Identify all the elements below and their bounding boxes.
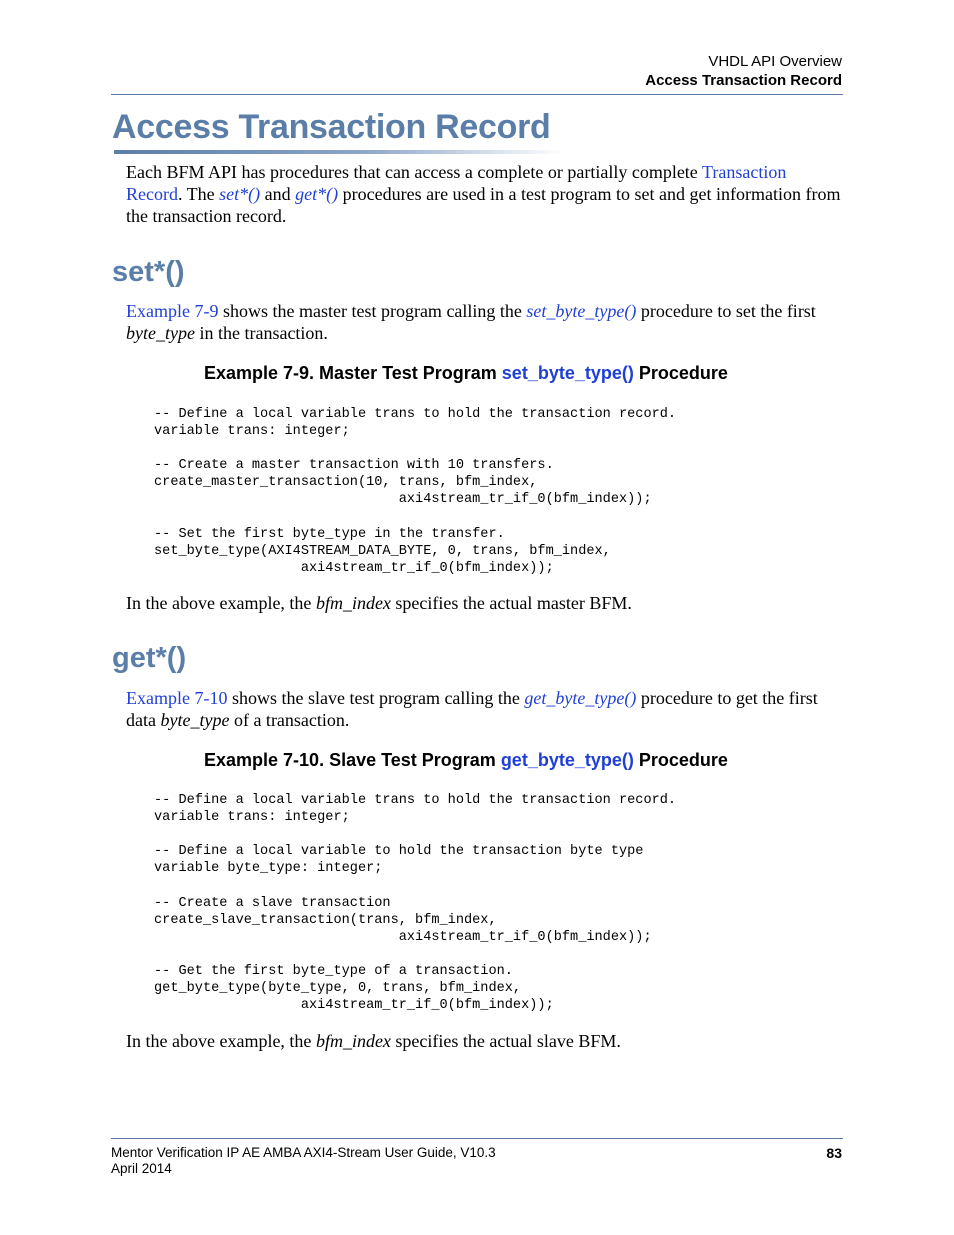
example-heading-text: Example 7-10. Slave Test Program — [204, 750, 501, 770]
set-paragraph — [126, 300, 842, 344]
set-text: in the transaction. — [194, 323, 328, 343]
example-7-10-link[interactable]: Example 7-10 — [126, 688, 228, 708]
bfm-index-term: bfm_index — [315, 593, 391, 613]
set-text: procedure to set the first — [636, 301, 816, 321]
example-7-9-heading — [204, 363, 728, 384]
after-text: In the above example, the — [126, 593, 316, 613]
example-7-9-link[interactable]: Example 7-9 — [126, 301, 219, 321]
set-text: shows the master test program calling the — [218, 301, 527, 321]
get-text: shows the slave test program calling the — [227, 688, 525, 708]
example-7-10-code: -- Define a local variable trans to hold the transaction record. variable trans: integer; -- Define a local variable to hold the transaction byte type variable byte_type: integer; -- Create a slave transaction create_slave_transaction(trans, bfm_index, axi4stream_tr_if_0(bfm_index)); -- Get the first byte_type of a transaction. get_byte_type(byte_type, 0, trans, bfm_index, axi4stream_tr_if_0(bfm_index)); — [154, 793, 677, 1014]
set-link[interactable]: set*() — [219, 184, 261, 204]
footer-date: April 2014 — [111, 1161, 172, 1176]
get-text: procedure to get the first data — [126, 688, 818, 730]
header-rule — [111, 94, 843, 95]
get-byte-type-link[interactable]: get_byte_type() — [524, 688, 637, 708]
example-set-byte-type-link[interactable]: set_byte_type() — [501, 363, 634, 383]
example-7-9-code: -- Define a local variable trans to hold the transaction record. variable trans: integer; -- Create a master transaction with 10 transfers. create_master_transaction(10, trans, bfm_index, axi4stream_tr_if_0(bfm_index)); -- Set the first byte_type in the transfer. set_byte_type(AXI4STREAM_DATA_BYTE, 0, trans, bfm_index, axi4stream_tr_if_0(bfm_index)); — [154, 407, 677, 576]
example-heading-text: Procedure — [633, 363, 728, 383]
example-7-10-heading — [204, 750, 728, 771]
intro-text: Each BFM API has procedures that can access a complete or partially complete — [126, 162, 702, 182]
transaction-record-link[interactable]: Transaction Record — [126, 162, 787, 204]
after-text: specifies the actual slave BFM. — [390, 1031, 621, 1051]
get-text: of a transaction. — [229, 710, 350, 730]
byte-type-term: byte_type — [126, 323, 195, 343]
running-header — [645, 52, 842, 90]
get-paragraph — [126, 687, 842, 731]
get-after-paragraph — [126, 1030, 842, 1052]
after-text: specifies the actual master BFM. — [390, 593, 632, 613]
footer-left — [111, 1145, 496, 1177]
get-link[interactable]: get*() — [295, 184, 339, 204]
title-underline — [114, 150, 564, 154]
intro-paragraph — [126, 161, 842, 227]
bfm-index-term: bfm_index — [315, 1031, 391, 1051]
after-text: In the above example, the — [126, 1031, 316, 1051]
example-get-byte-type-link[interactable]: get_byte_type() — [500, 750, 634, 770]
footer-rule — [111, 1138, 843, 1139]
byte-type-term: byte_type — [160, 710, 230, 730]
set-after-paragraph — [126, 592, 842, 614]
set-heading: set*() — [112, 256, 185, 288]
header-chapter: VHDL API Overview — [708, 53, 842, 70]
set-byte-type-link[interactable]: set_byte_type() — [526, 301, 637, 321]
example-heading-text: Example 7-9. Master Test Program — [204, 363, 502, 383]
page-number: 83 — [826, 1145, 842, 1161]
example-heading-text: Procedure — [633, 750, 728, 770]
intro-text: . The — [177, 184, 220, 204]
get-heading: get*() — [112, 642, 187, 674]
footer-doc-title: Mentor Verification IP AE AMBA AXI4-Stream User Guide, V10.3 — [111, 1145, 496, 1160]
page-title: Access Transaction Record — [112, 108, 551, 146]
intro-text: procedures are used in a test program to set and get information from the transaction record. — [126, 184, 841, 226]
intro-text: and — [260, 184, 296, 204]
header-section: Access Transaction Record — [645, 72, 842, 89]
